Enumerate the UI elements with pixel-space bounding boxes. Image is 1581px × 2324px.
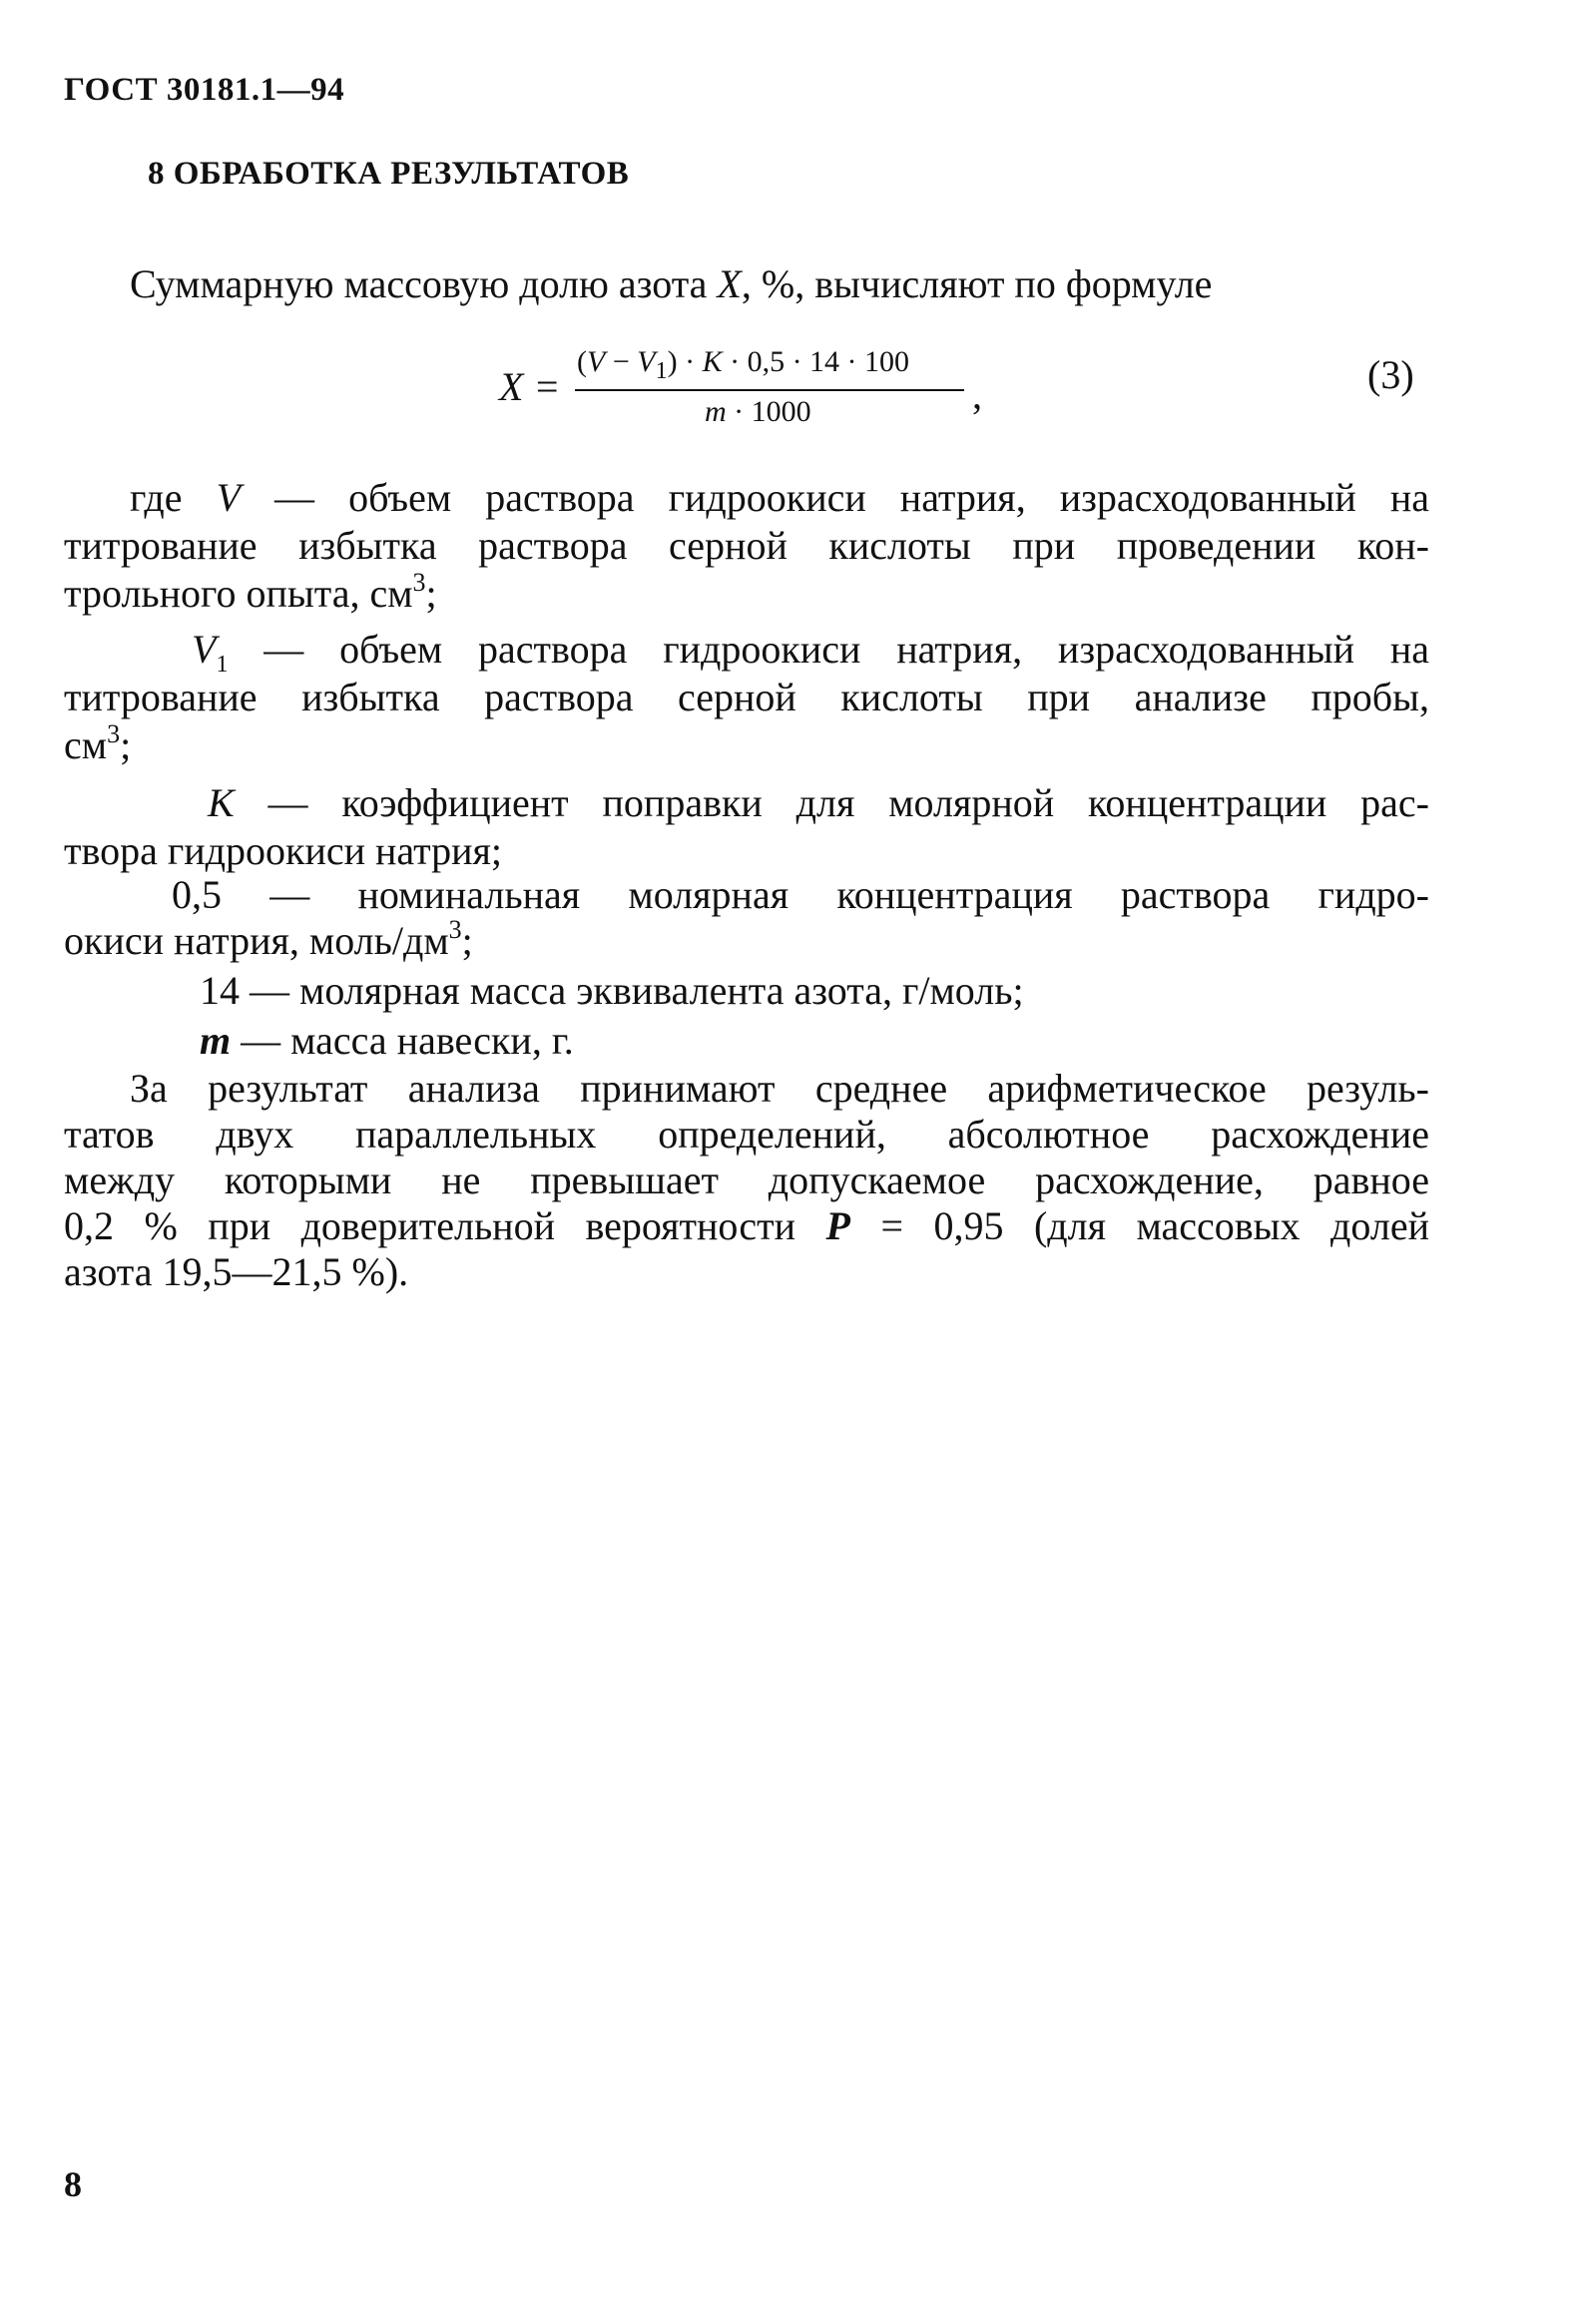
def-c05-text2: окиси натрия, моль/дм xyxy=(64,918,449,963)
result-line5: азота 19,5—21,5 %). xyxy=(64,1249,409,1294)
def-c05-sup: 3 xyxy=(448,914,462,944)
def-v-end: ; xyxy=(425,571,437,616)
result-text4b: = 0,95 (для массовых долей xyxy=(849,1203,1429,1248)
def-v1-line2: титрование избытка раствора серной кислоты при анализе пробы, xyxy=(64,675,1429,719)
result-line3: между которыми не превышает допускаемое расхождение, равное xyxy=(64,1158,1429,1202)
def-14-line1: 14 — молярная масса эквивалента азота, г/моль; xyxy=(200,968,1024,1013)
formula-comma: , xyxy=(972,372,982,417)
def-v-line1 xyxy=(130,475,1429,521)
intro-text-a: Суммарную массовую долю азота xyxy=(130,261,718,306)
result-line1: За результат анализа принимают среднее арифметическое резуль- xyxy=(130,1066,1429,1111)
def-k-line2: твора гидроокиси натрия; xyxy=(64,828,503,873)
den-rest: · 1000 xyxy=(726,395,811,428)
document-id: ГОСТ 30181.1—94 xyxy=(64,72,345,108)
den-m: m xyxy=(705,395,727,428)
intro-x-symbol: X xyxy=(717,261,742,306)
def-v1-symbol: V xyxy=(192,627,217,672)
def-v1-sup: 3 xyxy=(107,718,121,748)
formula-number: (3) xyxy=(1367,352,1414,397)
num-close: ) · xyxy=(667,345,703,378)
formula-denominator xyxy=(705,395,811,429)
num-k: K xyxy=(702,345,723,378)
def-k-text1: — коэффициент поправки для молярной концентрации рас- xyxy=(234,780,1429,825)
def-k-line1 xyxy=(208,780,1429,826)
def-v-line3 xyxy=(64,567,1429,617)
def-v1-line1 xyxy=(192,627,1429,678)
intro-sentence xyxy=(130,261,1212,307)
def-v-sup: 3 xyxy=(412,567,426,597)
def-v-text3: трольного опыта, см xyxy=(64,571,413,616)
def-v1-text1: — объем раствора гидроокиси натрия, израсходованный на xyxy=(228,627,1429,672)
result-line4 xyxy=(64,1203,1429,1249)
def-v1-line3 xyxy=(64,718,1429,768)
formula-lhs: X = xyxy=(499,364,561,409)
fraction-bar xyxy=(575,389,964,391)
page-number: 8 xyxy=(64,2164,83,2204)
def-m-line1 xyxy=(200,1018,574,1064)
intro-text-b: , %, вычисляют по формуле xyxy=(741,261,1213,306)
result-text4a: 0,2 % при доверительной вероятности xyxy=(64,1203,826,1248)
def-v-symbol: V xyxy=(216,475,241,520)
def-v1-sub: 1 xyxy=(216,652,229,678)
def-v1-end: ; xyxy=(120,722,132,767)
num-open: ( xyxy=(577,345,587,378)
result-line2: татов двух параллельных определений, абсолютное расхождение xyxy=(64,1112,1429,1157)
section-title: 8 ОБРАБОТКА РЕЗУЛЬТАТОВ xyxy=(148,156,630,192)
def-c05-line1: 0,5 — номинальная молярная концентрация раствора гидро- xyxy=(172,872,1429,917)
def-v-line2: титрование избытка раствора серной кислоты при проведении кон- xyxy=(64,523,1429,568)
num-minus: − xyxy=(605,345,638,378)
def-c05-end: ; xyxy=(461,918,473,963)
result-p-symbol: P xyxy=(825,1203,850,1248)
num-rest: · 0,5 · 14 · 100 xyxy=(722,345,910,378)
def-c05-line2 xyxy=(64,914,1429,964)
def-m-symbol: m xyxy=(200,1018,232,1063)
num-v1: V xyxy=(637,345,656,378)
def-v-lead: где xyxy=(130,475,217,520)
def-v-text1: — объем раствора гидроокиси натрия, израсходованный на xyxy=(241,475,1429,520)
def-v1-text3: см xyxy=(64,722,108,767)
num-v: V xyxy=(587,345,606,378)
def-m-text1: — масса навески, г. xyxy=(231,1018,574,1063)
def-k-symbol: K xyxy=(208,780,235,825)
num-v1-sub: 1 xyxy=(655,358,668,384)
formula-3 xyxy=(499,345,1437,439)
formula-numerator xyxy=(577,345,910,384)
